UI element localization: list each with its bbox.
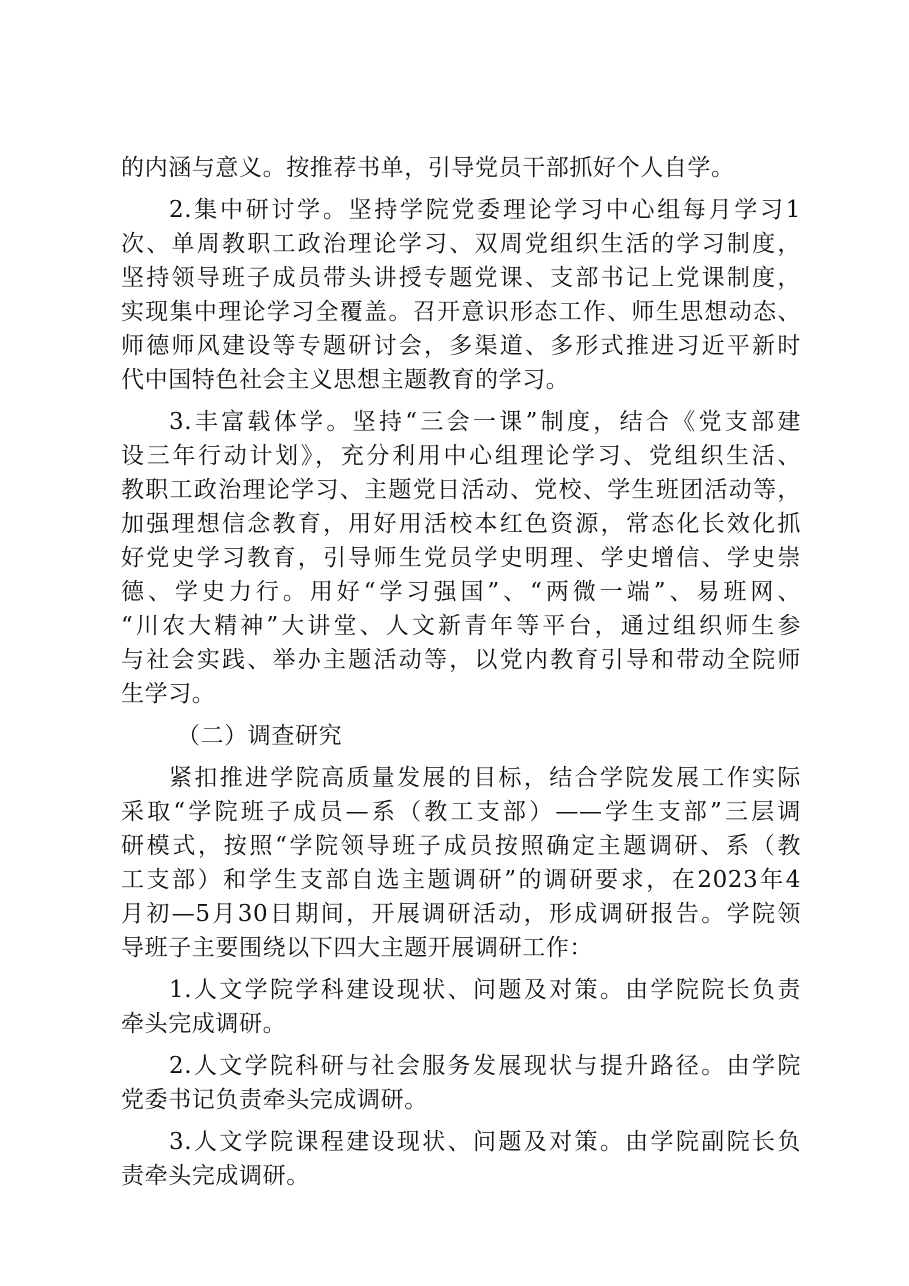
text-line: “川农大精神”大讲堂、人文新青年等平台，通过组织师生参 — [121, 613, 801, 639]
text-line: 工支部）和学生支部自选主题调研”的调研要求，在2023年4 — [121, 867, 801, 893]
text-line: 2.集中研讨学。坚持学院党委理论学习中心组每月学习1 — [169, 197, 801, 223]
text-line: 导班子主要围绕以下四大主题开展调研工作： — [121, 935, 593, 961]
text-line: 加强理想信念教育，用好用活校本红色资源，常态化长效化抓 — [121, 511, 801, 537]
text-line: 设三年行动计划》，充分利用中心组理论学习、党组织生活、 — [121, 443, 801, 469]
text-line: 牵头完成调研。 — [121, 1011, 287, 1037]
text-line: 师德师风建设等专题研讨会，多渠道、多形式推进习近平新时 — [121, 333, 801, 359]
text-line: 代中国特色社会主义思想主题教育的学习。 — [121, 367, 570, 393]
text-line: 德、学史力行。用好“学习强国”、“两微一端”、易班网、 — [121, 579, 801, 605]
text-line: 2.人文学院科研与社会服务发展现状与提升路径。由学院 — [169, 1053, 801, 1079]
text-line: 党委书记负责牵头完成调研。 — [121, 1087, 428, 1113]
text-line: 1.人文学院学科建设现状、问题及对策。由学院院长负责 — [169, 977, 801, 1003]
text-line: 紧扣推进学院高质量发展的目标，结合学院发展工作实际 — [169, 765, 801, 791]
text-line: 责牵头完成调研。 — [121, 1163, 310, 1189]
text-line: 月初—5月30日期间，开展调研活动，形成调研报告。学院领 — [121, 901, 801, 927]
text-line: 研模式，按照“学院领导班子成员按照确定主题调研、系（教 — [121, 833, 801, 859]
text-line: 坚持领导班子成员带头讲授专题党课、支部书记上党课制度， — [121, 265, 801, 291]
text-line: 与社会实践、举办主题活动等，以党内教育引导和带动全院师 — [121, 647, 801, 673]
text-line: 实现集中理论学习全覆盖。召开意识形态工作、师生思想动态、 — [121, 299, 801, 325]
text-line: 的内涵与意义。按推荐书单，引导党员干部抓好个人自学。 — [121, 155, 735, 181]
text-line: 教职工政治理论学习、主题党日活动、党校、学生班团活动等， — [121, 477, 801, 503]
text-line: 采取“学院班子成员—系（教工支部）——学生支部”三层调 — [121, 799, 801, 825]
text-line: 生学习。 — [121, 681, 216, 707]
text-line: 好党史学习教育，引导师生党员学史明理、学史增信、学史崇 — [121, 545, 801, 571]
text-line: 次、单周教职工政治理论学习、双周党组织生活的学习制度， — [121, 231, 801, 257]
section-heading: （二）调查研究 — [177, 723, 343, 749]
document-body — [121, 151, 801, 1193]
text-line: 3.人文学院课程建设现状、问题及对策。由学院副院长负 — [169, 1129, 801, 1155]
text-line: 3.丰富载体学。坚持“三会一课”制度，结合《党支部建 — [169, 409, 801, 435]
